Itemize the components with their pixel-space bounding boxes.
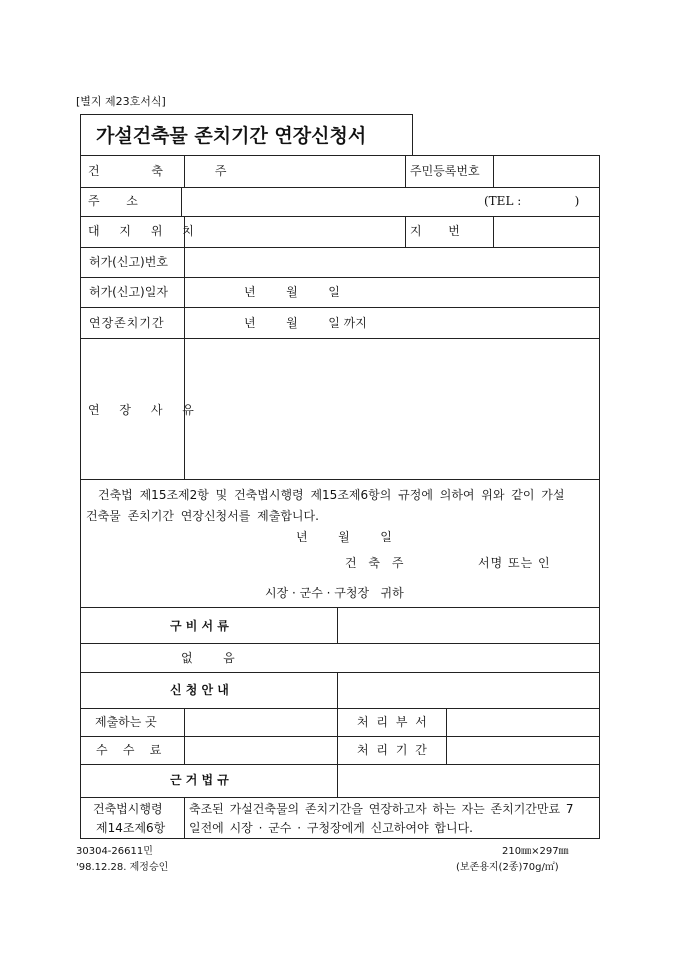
signature-label[interactable]: 서명 또는 인: [478, 556, 551, 570]
permit-no-label: 허가(신고)번호: [89, 255, 168, 269]
department-label: 처 리 부 서: [357, 715, 429, 729]
extension-field[interactable]: 년 월 일 까지: [244, 316, 367, 330]
resident-no-label: 주민등록번호: [410, 164, 480, 178]
fee-label: 수 수 료: [96, 743, 162, 757]
footer-code: 30304-26611민: [76, 846, 153, 857]
footer-paper: (보존용지(2종)70g/㎡): [456, 862, 559, 873]
footer-approval: '98.12.28. 제정승인: [76, 862, 169, 873]
lot-no-field[interactable]: [494, 217, 599, 246]
owner-field[interactable]: [185, 156, 404, 186]
law-ref-line-2: 제14조제6항: [96, 821, 166, 835]
law-header: 근 거 법 규: [170, 773, 229, 787]
submit-to-label: 제출하는 곳: [95, 715, 157, 729]
owner-label: 건 축 주: [88, 164, 251, 178]
guide-header: 신 청 안 내: [170, 683, 229, 697]
statement-line-1: 건축법 제15조제2항 및 건축법시행령 제15조제6항의 규정에 의하여 위와 같이 가설: [98, 488, 565, 502]
law-text-line-1: 축조된 가설건축물의 존치기간을 연장하고자 하는 자는 존치기간만료 7: [189, 802, 574, 816]
period-label: 처 리 기 간: [357, 743, 429, 757]
permit-no-field[interactable]: [185, 248, 599, 276]
form-number: [별지 제23호서식]: [76, 95, 166, 108]
site-label: 대 지 위 치: [88, 224, 202, 238]
addressee: 시장 · 군수 · 구청장 귀하: [265, 586, 404, 600]
documents-header: 구 비 서 류: [170, 619, 229, 633]
permit-date-field[interactable]: 년 월 일: [244, 285, 340, 299]
address-label-text: 주 소: [88, 194, 138, 208]
page-title: 가설건축물 존치기간 연장신청서: [96, 125, 367, 147]
lot-no-label: 지 번: [410, 224, 460, 238]
law-ref-line-1: 건축법시행령: [93, 802, 163, 816]
extension-label: 연장존치기간: [89, 316, 165, 330]
reason-label: 연 장 사 유: [88, 403, 202, 417]
address-label: [88, 194, 178, 208]
applicant-label: 건 축 주: [345, 556, 408, 570]
statement-date[interactable]: 년 월 일: [296, 530, 392, 544]
site-field[interactable]: [185, 217, 404, 246]
statement-line-2: 건축물 존치기간 연장신청서를 제출합니다.: [86, 509, 319, 523]
resident-no-field[interactable]: [494, 156, 599, 186]
tel-field[interactable]: (TEL : ): [484, 194, 580, 208]
address-field[interactable]: [182, 188, 482, 215]
documents-value: 없 음: [181, 651, 235, 665]
law-text-line-2: 일전에 시장 · 군수 · 구청장에게 신고하여야 합니다.: [189, 821, 473, 835]
reason-field[interactable]: [185, 339, 599, 478]
permit-date-label: 허가(신고)일자: [89, 285, 168, 299]
footer-size: 210㎜×297㎜: [502, 846, 569, 857]
